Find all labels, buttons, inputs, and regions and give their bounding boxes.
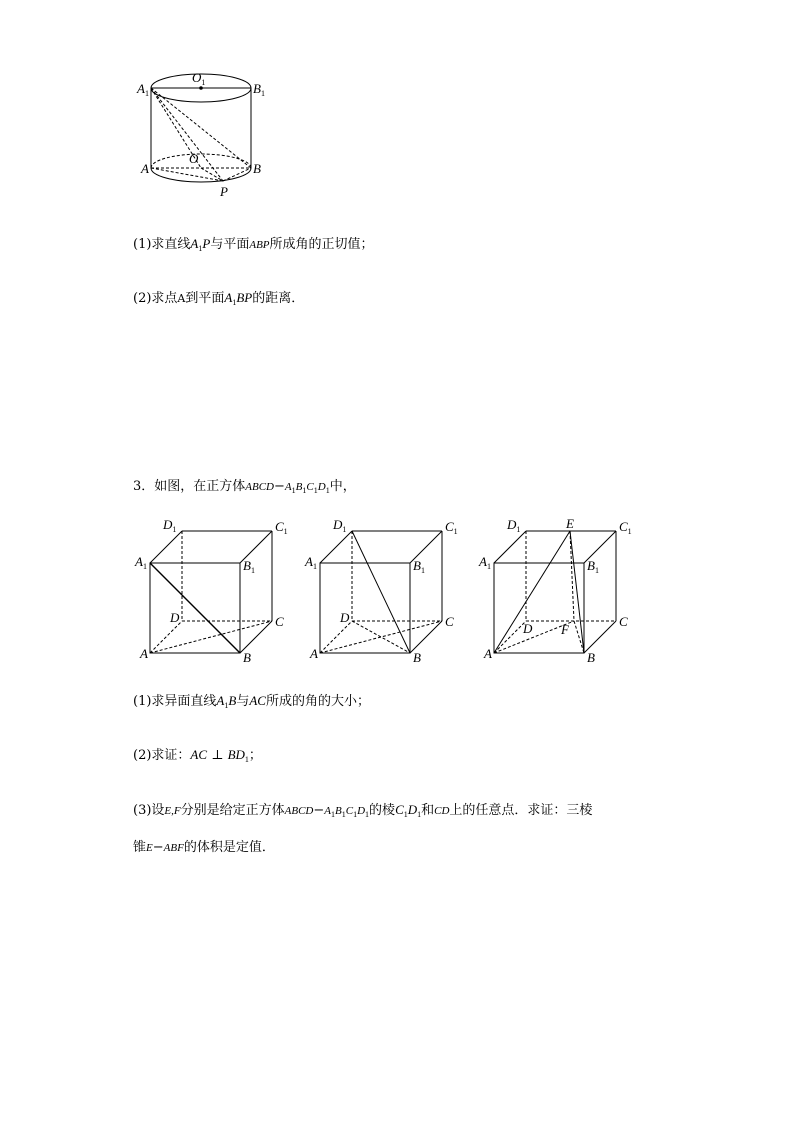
cube-3 bbox=[494, 531, 616, 653]
cube-1 bbox=[150, 531, 272, 653]
q2-part1: (1)求直线$A_1P$与平面ABP所成角的正切值； bbox=[133, 236, 374, 253]
svg-text:O1: $O_1$ bbox=[192, 70, 206, 87]
q3-part1: (1)求异面直线$A_1B$与AC所成的角的大小； bbox=[133, 693, 370, 710]
q3-intro: 3．如图，在正方体$ABCD-A_1B_1C_1D_1$中， bbox=[133, 479, 356, 495]
svg-text:D1: $D_1$ bbox=[333, 517, 347, 534]
svg-text:B: B bbox=[253, 161, 261, 176]
svg-text:B: B bbox=[587, 650, 595, 665]
svg-text:E: E bbox=[566, 516, 574, 531]
svg-text:D1: $D_1$ bbox=[163, 517, 177, 534]
q2-part2: (2)求点A到平面$A_1BP$的距离． bbox=[133, 290, 305, 307]
svg-text:A1: $A_1$ bbox=[135, 554, 147, 571]
cube-2 bbox=[320, 531, 442, 653]
svg-text:C: C bbox=[275, 614, 284, 629]
svg-text:A: A bbox=[484, 646, 492, 661]
svg-text:C1: $C_1$ bbox=[275, 519, 288, 536]
q3-part3-line1: (3)设E,F分别是给定正方体$ABCD-A_1B_1C_1D_1$的棱$C_1D_1$和CD上的任意点．求证：三棱 bbox=[133, 802, 593, 819]
svg-text:C1: $C_1$ bbox=[445, 519, 458, 536]
q3-part3-line2: 锥E−ABF的体积是定值． bbox=[133, 840, 275, 855]
q3-part2: (2)求证：AC ⊥ $BD_1$； bbox=[133, 747, 262, 764]
svg-text:B1: $B_1$ bbox=[243, 558, 255, 575]
svg-text:C: C bbox=[619, 614, 628, 629]
svg-text:D1: $D_1$ bbox=[507, 517, 521, 534]
svg-text:A: A bbox=[140, 646, 148, 661]
svg-text:B1: $B_1$ bbox=[413, 558, 425, 575]
svg-text:A: A bbox=[141, 161, 149, 176]
svg-text:F: F bbox=[561, 622, 569, 637]
svg-text:B: B bbox=[243, 650, 251, 665]
svg-text:B: B bbox=[413, 650, 421, 665]
svg-text:B1: $B_1$ bbox=[587, 558, 599, 575]
svg-text:D: D bbox=[340, 610, 350, 625]
svg-text:A1: $A_1$ bbox=[137, 81, 149, 98]
svg-text:D: D bbox=[523, 621, 533, 636]
svg-text:C1: $C_1$ bbox=[619, 519, 632, 536]
svg-text:O: O bbox=[189, 151, 199, 166]
svg-text:C: C bbox=[445, 614, 454, 629]
svg-text:P: P bbox=[220, 184, 228, 199]
svg-text:B1: $B_1$ bbox=[253, 81, 265, 98]
svg-text:A1: $A_1$ bbox=[305, 554, 317, 571]
svg-text:A1: $A_1$ bbox=[479, 554, 491, 571]
svg-text:D: D bbox=[170, 610, 180, 625]
svg-text:A: A bbox=[310, 646, 318, 661]
